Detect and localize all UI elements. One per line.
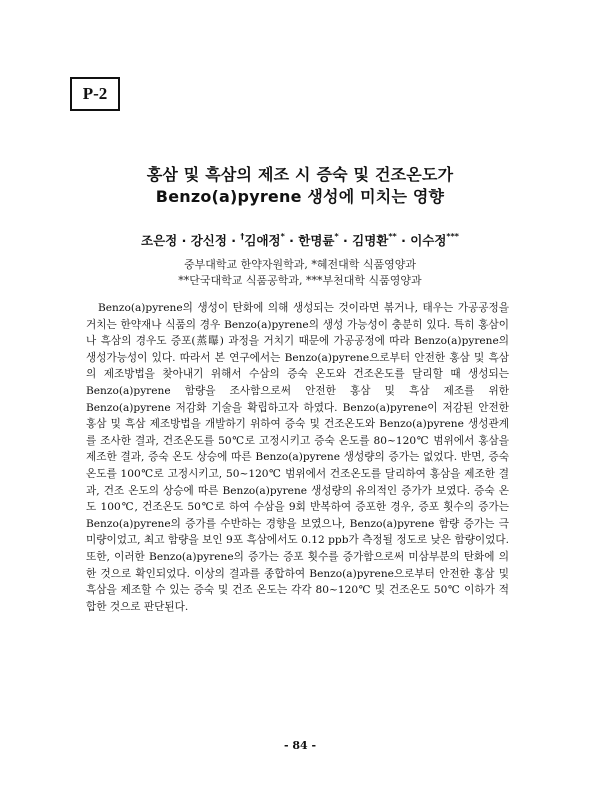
affiliation-line-2: **단국대학교 식품공학과, ***부천대학 식품영양과 <box>178 274 422 287</box>
author: 조은정 <box>141 233 178 248</box>
title-line-2: Benzo(a)pyrene 생성에 미치는 영향 <box>155 187 445 206</box>
page-number: - 84 - <box>283 739 317 752</box>
corresponding-mark: † <box>240 231 245 241</box>
author-list: 조은정 · 강신정 · †김애정* · 한명륜* · 김명환** · 이수정*** <box>141 231 459 248</box>
title-line-1: 홍삼 및 흑삼의 제조 시 증숙 및 건조온도가 <box>146 165 454 184</box>
affiliation-mark: ** <box>388 231 397 241</box>
poster-label: P-2 <box>70 77 120 111</box>
abstract-body: Benzo(a)pyrene의 생성이 탄화에 의해 생성되는 것이라면 볶거나, 태우는 가공공정을 거치는 한약재나 식품의 경우 Benzo(a)pyrene의 생성 가능성이 충분히 있다. 특히 홍삼이나 흑삼의 경우도 증포(蒸曝) 과정을 거치기 때문에 가공공정에 따라 Benzo(a)pyrene의 생성가능성이 있다. 따라서 본 연구에서는 Benzo(a)pyrene으로부터 안전한 홍삼 및 흑삼의 제조방법을 찾아내기 위해서 수삼의 증숙 온도와 건조온도를 달리할 때 생성되는 Benzo(a)pyrene 함량을 조사함으로써 안전한 홍삼 및 흑삼 제조를 위한 Benzo(a)pyrene 저감화 기술을 확립하고자 하였다. Benzo(a)pyrene이 저감된 안전한 홍삼 및 흑삼 제조방법을 개발하기 위하여 증숙 및 건조온도와 Benzo(a)pyrene 생성관계를 조사한 결과, 건조온도를 50℃로 고정시키고 증숙 온도를 80~120℃ 범위에서 홍삼을 제조한 결과, 증숙 온도 상승에 따른 Benzo(a)pyrene 생성량의 증가는 없었다. 반면, 증숙 온도를 100℃로 고정시키고, 50~120℃ 범위에서 건조온도를 달리하여 홍삼을 제조한 결과, 건조 온도의 상승에 따른 Benzo(a)pyrene 생성량의 유의적인 증가가 보였다. 증숙 온도 100℃, 건조온도 50℃로 하여 수삼을 9회 반복하여 증포한 경우, 증포 횟수의 증가는 Benzo(a)pyrene의 증가를 수반하는 경향을 보였으나, Benzo(a)pyrene 함량 증가는 극미량이었고, 최고 함량을 보인 9포 흑삼에서도 0.12 ppb가 측정될 정도로 낮은 함량이었다. 또한, 이러한 Benzo(a)pyrene의 증가는 증포 횟수를 증가함으로써 미삼부분의 탄화에 의한 것으로 확인되었다. 이상의 결과를 종합하여 Benzo(a)pyrene으로부터 안전한 홍삼 및 흑삼을 제조할 수 있는 증숙 및 건조 온도는 각각 80~120℃ 및 건조온도 50℃ 이하가 적합한 것으로 판단된다. <box>86 302 509 613</box>
author: 김명환 <box>352 233 389 248</box>
author: 김애정 <box>244 233 281 248</box>
author: 한명륜 <box>298 233 335 248</box>
affiliation-mark: * <box>280 231 285 241</box>
affiliation-mark: *** <box>446 231 459 241</box>
author: 이수정 <box>410 233 447 248</box>
author: 강신정 <box>190 233 227 248</box>
affiliation-line-1: 중부대학교 한약자원학과, *혜전대학 식품영양과 <box>183 258 416 271</box>
affiliation-mark: * <box>334 231 339 241</box>
